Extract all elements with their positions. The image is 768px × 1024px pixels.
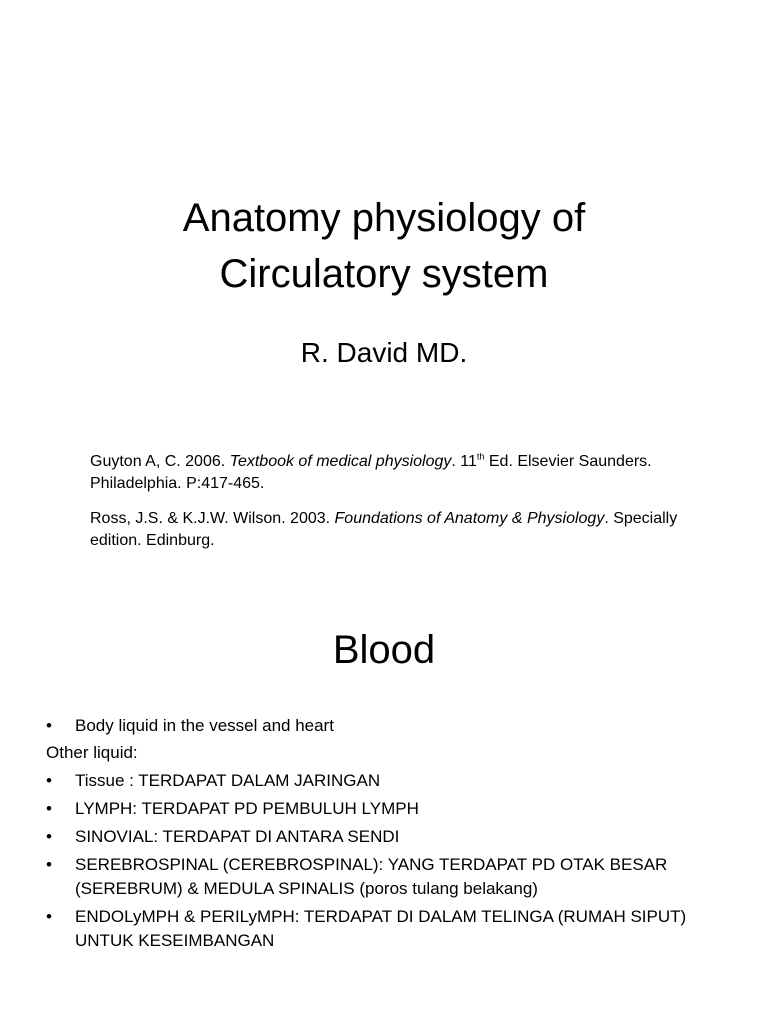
reference-mid: . 11: [451, 453, 477, 470]
other-liquid-label: Other liquid:: [46, 743, 138, 762]
list-item: • Body liquid in the vessel and heart: [46, 714, 726, 738]
reference-ross: [90, 508, 700, 552]
list-item: • ENDOLyMPH & PERILyMPH: TERDAPAT DI DALAM TELINGA (RUMAH SIPUT) UNTUK KESEIMBANGAN: [46, 905, 726, 953]
title-line-2: Circulatory system: [219, 252, 549, 296]
list-item: • LYMPH: TERDAPAT PD PEMBULUH LYMPH: [46, 797, 726, 821]
list-item: • Tissue : TERDAPAT DALAM JARINGAN: [46, 769, 726, 793]
reference-book-title: Textbook of medical physiology: [229, 453, 452, 470]
bullet-list-other-liquids: [46, 769, 726, 957]
reference-book-title: Foundations of Anatomy & Physiology: [334, 510, 605, 527]
reference-suffix: . Specially edition. Edinburg.: [90, 510, 678, 549]
reference-ordinal-suffix: th: [476, 451, 485, 462]
reference-prefix: Ross, J.S. & K.J.W. Wilson. 2003.: [90, 510, 335, 527]
section-heading: Blood: [332, 628, 436, 672]
author-name: R. David MD.: [300, 337, 468, 368]
reference-suffix: Ed. Elsevier Saunders. Philadelphia. P:417-465.: [90, 453, 652, 492]
bullet-list-primary: [46, 714, 726, 742]
list-item: • SINOVIAL: TERDAPAT DI ANTARA SENDI: [46, 825, 726, 849]
reference-guyton: [90, 451, 700, 495]
title-line-1: Anatomy physiology of: [182, 196, 586, 240]
list-item: • SEREBROSPINAL (CEREBROSPINAL): YANG TERDAPAT PD OTAK BESAR (SEREBRUM) & MEDULA SPINALIS (poros tulang belakang): [46, 853, 726, 901]
reference-prefix: Guyton A, C. 2006.: [90, 453, 230, 470]
